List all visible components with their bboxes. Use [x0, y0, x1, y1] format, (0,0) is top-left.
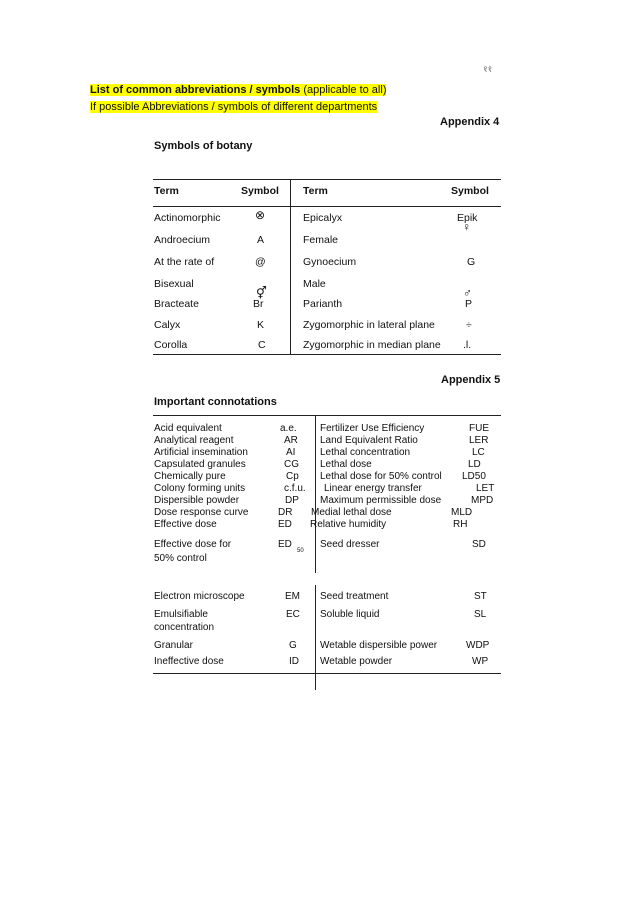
table-row-term: Androecium: [154, 234, 211, 246]
table-row-term: Bracteate: [154, 298, 199, 310]
table-row-term: Acid equivalent: [154, 423, 222, 434]
table-row-term: Actinomorphic: [154, 212, 221, 224]
table-row-abbr: LET: [476, 483, 495, 494]
table-row-abbr: LD50: [462, 471, 486, 482]
table-row-abbr: ED: [278, 539, 292, 550]
table-rule-top: [153, 179, 501, 180]
table-row-term: Calyx: [154, 319, 181, 331]
title-note: (applicable to all): [300, 84, 387, 96]
table-row-term: Wetable dispersible power: [320, 640, 438, 651]
table-row-abbr: LC: [472, 447, 485, 458]
table-row-abbr: LD: [468, 459, 481, 470]
table-row-term-continued: 50% control: [154, 553, 207, 564]
table-row-term: Soluble liquid: [320, 609, 380, 620]
female-symbol: ♀: [462, 220, 471, 234]
table-row-symbol: Epik: [457, 212, 478, 224]
table-row-abbr: DP: [285, 495, 299, 506]
table-row-term: Relative humidity: [310, 519, 387, 530]
header-symbol-left: Symbol: [241, 185, 279, 197]
table-row-symbol: G: [467, 256, 476, 268]
table-row-term: Artificial insemination: [154, 447, 248, 458]
table-row-term: Epicalyx: [303, 212, 343, 224]
header-symbol-right: Symbol: [451, 185, 489, 197]
table-row-term-continued: concentration: [154, 622, 215, 633]
table-row-term: Land Equivalent Ratio: [320, 435, 418, 446]
table-row-abbr: MPD: [471, 495, 494, 506]
table-row-abbr: ST: [474, 591, 487, 602]
table-row-term: Lethal concentration: [320, 447, 411, 458]
actinomorphic-symbol: ⊗: [255, 208, 266, 222]
table-row-term: Zygomorphic in lateral plane: [303, 319, 435, 331]
table-row-term: Seed treatment: [320, 591, 389, 602]
table-row-abbr: AR: [284, 435, 298, 446]
table-row-term: Parianth: [303, 298, 343, 310]
table-row-term: Corolla: [154, 339, 188, 351]
table-row-term: Ineffective dose: [154, 656, 224, 667]
table-divider: [315, 415, 316, 573]
table-row-abbr: WDP: [466, 640, 490, 651]
table-row-symbol: Br: [253, 298, 264, 310]
bisexual-symbol: ⚥: [256, 286, 267, 300]
table-row-abbr: ED: [278, 519, 292, 530]
table-row-term: Colony forming units: [154, 483, 246, 494]
table-row-term: Gynoecium: [303, 256, 357, 268]
table-row-term: Seed dresser: [320, 539, 380, 550]
table-rule-top: [153, 415, 501, 416]
table-row-abbr: a.e.: [280, 423, 297, 434]
male-symbol: ♂: [463, 286, 472, 300]
table-rule-bottom: [153, 673, 501, 674]
table-row-term: Emulsifiable: [154, 609, 208, 620]
table-row-term: Dispersible powder: [154, 495, 240, 506]
table-row-symbol: K: [257, 319, 265, 331]
table-row-term: Effective dose: [154, 519, 217, 530]
table-row-term: Maximum permissible dose: [320, 495, 442, 506]
table-row-term: Wetable powder: [320, 656, 393, 667]
table-row-term: Male: [303, 278, 326, 290]
appendix-4-label: Appendix 4: [440, 116, 500, 128]
page-number: ११: [483, 64, 493, 74]
table-row-symbol: ÷: [466, 319, 472, 331]
table-row-term: Capsulated granules: [154, 459, 246, 470]
table-row-term: Medial lethal dose: [311, 507, 392, 518]
table-row-symbol: P: [465, 298, 473, 310]
table-row-abbr: G: [289, 640, 297, 651]
table-row-term: At the rate of: [154, 256, 215, 268]
table-row-symbol: @: [255, 256, 266, 268]
table-row-abbr: AI: [286, 447, 296, 458]
table-rule-bottom: [153, 354, 501, 355]
ed50-subscript: 50: [297, 548, 304, 554]
table-row-abbr: SL: [474, 609, 487, 620]
table-row-term: Effective dose for: [154, 539, 232, 550]
table-row-abbr: CG: [284, 459, 299, 470]
table-divider: [290, 179, 291, 355]
table-row-term: Chemically pure: [154, 471, 226, 482]
table-row-symbol: .l.: [463, 339, 472, 351]
header-term-left: Term: [154, 185, 179, 197]
header-term-right: Term: [303, 185, 328, 197]
table-divider-lower: [315, 585, 316, 690]
table-row-term: Linear energy transfer: [324, 483, 422, 494]
table-row-term: Zygomorphic in median plane: [303, 339, 441, 351]
table-row-term: Bisexual: [154, 278, 194, 290]
table-row-term: Granular: [154, 640, 193, 651]
connotations-section-title: Important connotations: [154, 396, 277, 408]
table-rule-header: [153, 206, 501, 207]
title-bold: List of common abbreviations / symbols: [90, 84, 301, 96]
table-row-term: Electron microscope: [154, 591, 245, 602]
table-row-term: Lethal dose: [320, 459, 372, 470]
table-row-abbr: MLD: [451, 507, 473, 518]
table-row-term: Analytical reagent: [154, 435, 234, 446]
table-row-term: Fertilizer Use Efficiency: [320, 423, 425, 434]
table-row-abbr: RH: [453, 519, 468, 530]
table-row-term: Dose response curve: [154, 507, 249, 518]
table-row-abbr: LER: [469, 435, 489, 446]
appendix-5-label: Appendix 5: [441, 374, 501, 386]
table-row-term: Female: [303, 234, 339, 246]
table-row-symbol: C: [258, 339, 266, 351]
table-row-abbr: EC: [286, 609, 300, 620]
table-row-abbr: ID: [289, 656, 299, 667]
table-row-term: Lethal dose for 50% control: [320, 471, 442, 482]
table-row-abbr: Cp: [286, 471, 299, 482]
table-row-abbr: SD: [472, 539, 486, 550]
page-title: [90, 84, 386, 96]
table-row-abbr: WP: [472, 656, 489, 667]
botany-section-title: Symbols of botany: [154, 140, 253, 152]
table-row-symbol: A: [257, 234, 265, 246]
page-subtitle: If possible Abbreviations / symbols of different departments: [90, 101, 378, 113]
table-row-abbr: FUE: [469, 423, 489, 434]
table-row-abbr: c.f.u.: [284, 483, 306, 494]
table-row-abbr: DR: [278, 507, 293, 518]
table-row-abbr: EM: [285, 591, 300, 602]
